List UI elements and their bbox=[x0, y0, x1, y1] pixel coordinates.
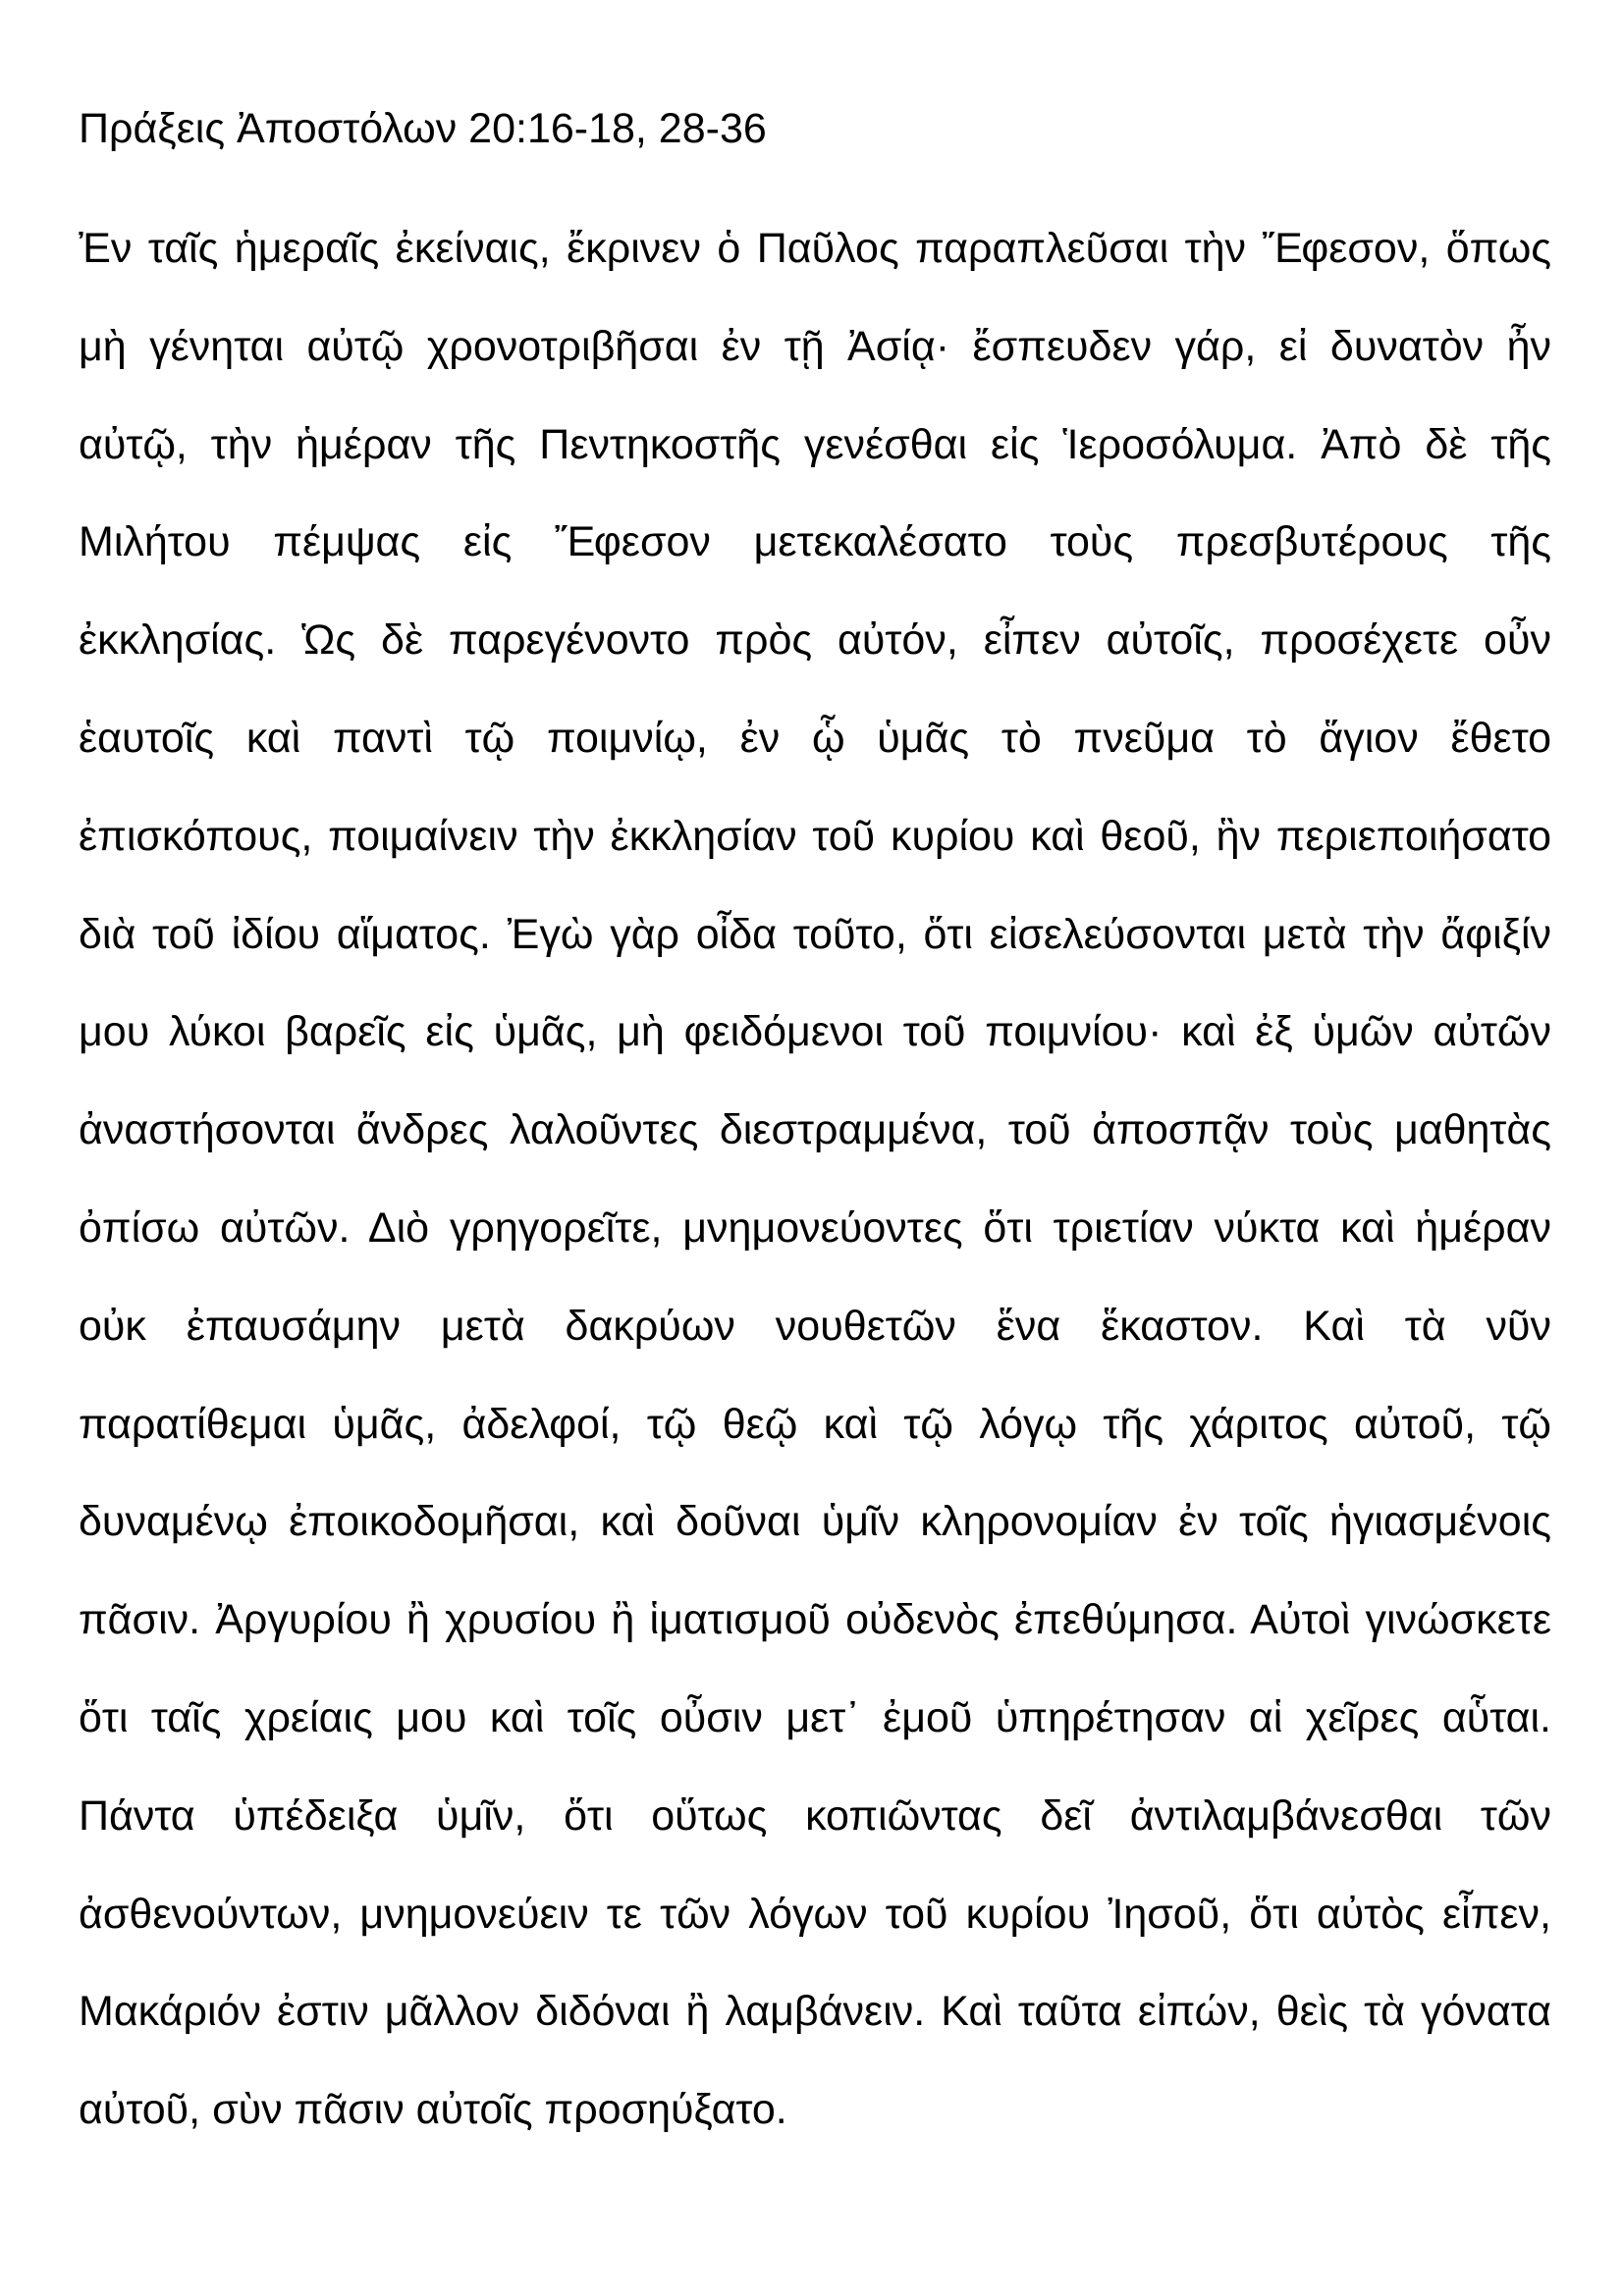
text-line: Μακάριόν ἐστιν μᾶλλον διδόναι ἢ λαμβάνειν. Καὶ ταῦτα εἰπών, θεὶς τὰ γόνατα bbox=[79, 1988, 1551, 2036]
text-line: διὰ τοῦ ἰδίου αἵματος. Ἐγὼ γὰρ οἶδα τοῦτο, ὅτι εἰσελεύσονται μετὰ τὴν ἄφιξίν bbox=[79, 910, 1551, 958]
text-line: αὐτοῦ, σὺν πᾶσιν αὐτοῖς προσηύξατο. bbox=[79, 2086, 787, 2134]
text-line: παρατίθεμαι ὑμᾶς, ἀδελφοί, τῷ θεῷ καὶ τῷ λόγῳ τῆς χάριτος αὐτοῦ, τῷ bbox=[79, 1400, 1551, 1448]
text-line: οὐκ ἐπαυσάμην μετὰ δακρύων νουθετῶν ἕνα ἕκαστον. Καὶ τὰ νῦν bbox=[79, 1302, 1551, 1350]
document-body bbox=[79, 200, 1551, 2160]
text-line: ὅτι ταῖς χρείαις μου καὶ τοῖς οὖσιν μετ᾽ ἐμοῦ ὑπηρέτησαν αἱ χεῖρες αὗται. bbox=[79, 1693, 1551, 1741]
text-line: ἐπισκόπους, ποιμαίνειν τὴν ἐκκλησίαν τοῦ κυρίου καὶ θεοῦ, ἣν περιεποιήσατο bbox=[79, 812, 1551, 860]
text-line: Πάντα ὑπέδειξα ὑμῖν, ὅτι οὕτως κοπιῶντας δεῖ ἀντιλαμβάνεσθαι τῶν bbox=[79, 1791, 1551, 1840]
text-line: ἑαυτοῖς καὶ παντὶ τῷ ποιμνίῳ, ἐν ᾧ ὑμᾶς τὸ πνεῦμα τὸ ἅγιον ἔθετο bbox=[79, 714, 1551, 762]
text-line: Ἐν ταῖς ἡμεραῖς ἐκείναις, ἔκρινεν ὁ Παῦλος παραπλεῦσαι τὴν Ἔφεσον, ὅπως bbox=[79, 225, 1551, 272]
text-line: Μιλήτου πέμψας εἰς Ἔφεσον μετεκαλέσατο τοὺς πρεσβυτέρους τῆς bbox=[79, 518, 1551, 566]
text-line: μου λύκοι βαρεῖς εἰς ὑμᾶς, μὴ φειδόμενοι τοῦ ποιμνίου· καὶ ἐξ ὑμῶν αὐτῶν bbox=[79, 1008, 1551, 1056]
text-line: μὴ γένηται αὐτῷ χρονοτριβῆσαι ἐν τῇ Ἀσίᾳ· ἔσπευδεν γάρ, εἰ δυνατὸν ἦν bbox=[79, 322, 1551, 370]
document-title: Πράξεις Ἀποστόλων 20:16-18, 28-36 bbox=[79, 105, 767, 152]
text-line: ἐκκλησίας. Ὡς δὲ παρεγένοντο πρὸς αὐτόν, εἶπεν αὐτοῖς, προσέχετε οὖν bbox=[79, 616, 1551, 665]
text-line: πᾶσιν. Ἀργυρίου ἢ χρυσίου ἢ ἱματισμοῦ οὐδενὸς ἐπεθύμησα. Αὐτοὶ γινώσκετε bbox=[79, 1596, 1551, 1644]
text-line: ὀπίσω αὐτῶν. Διὸ γρηγορεῖτε, μνημονεύοντες ὅτι τριετίαν νύκτα καὶ ἡμέραν bbox=[79, 1203, 1551, 1252]
text-line: δυναμένῳ ἐποικοδομῆσαι, καὶ δοῦναι ὑμῖν κληρονομίαν ἐν τοῖς ἡγιασμένοις bbox=[79, 1498, 1551, 1546]
text-line: ἀσθενούντων, μνημονεύειν τε τῶν λόγων τοῦ κυρίου Ἰησοῦ, ὅτι αὐτὸς εἶπεν, bbox=[79, 1890, 1551, 1938]
text-line: ἀναστήσονται ἄνδρες λαλοῦντες διεστραμμένα, τοῦ ἀποσπᾷν τοὺς μαθητὰς bbox=[79, 1106, 1551, 1154]
text-line: αὐτῷ, τὴν ἡμέραν τῆς Πεντηκοστῆς γενέσθαι εἰς Ἱεροσόλυμα. Ἀπὸ δὲ τῆς bbox=[79, 420, 1551, 468]
